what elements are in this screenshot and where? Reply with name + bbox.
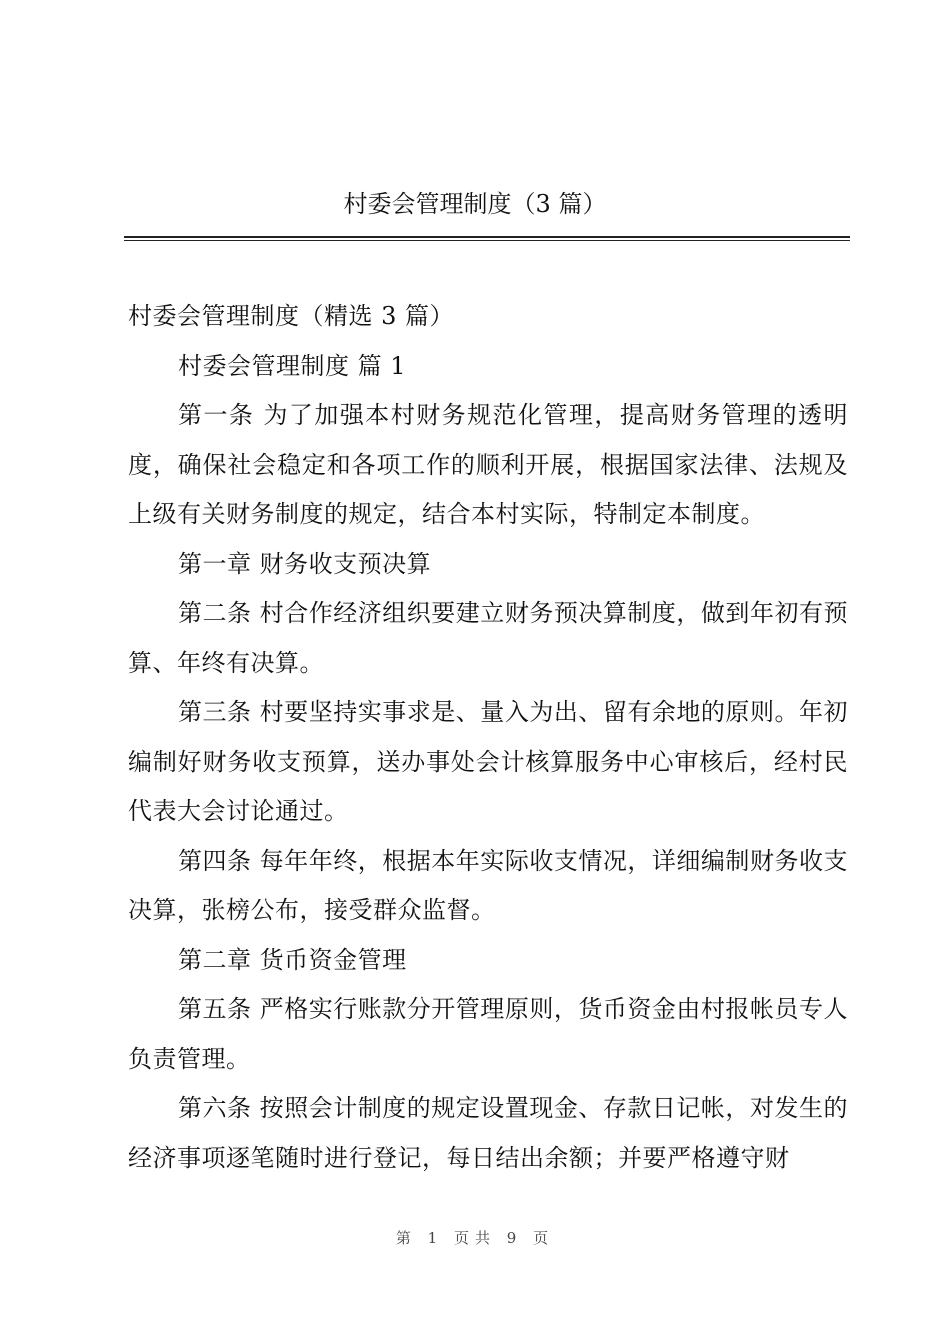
article-paragraph: 第二条 村合作经济组织要建立财务预决算制度，做到年初有预算、年终有决算。 [128,599,848,677]
article-paragraph: 第四条 每年年终，根据本年实际收支情况，详细编制财务收支决算，张榜公布，接受群众监督。 [128,846,848,924]
chapter-heading: 第二章 货币资金管理 [178,945,407,974]
article-paragraph: 第三条 村要坚持实事求是、量入为出、留有余地的原则。年初编制好财务收支预算，送办事处会计核算服务中心审核后，经村民代表大会讨论通过。 [128,698,848,825]
document-body [128,292,848,1183]
article-paragraph: 第一条 为了加强本村财务规范化管理，提高财务管理的透明度，确保社会稳定和各项工作的顺利开展，根据国家法律、法规及上级有关财务制度的规定，结合本村实际，特制定本制度。 [128,401,848,528]
chapter-heading: 第一章 财务收支预决算 [178,549,432,578]
article-paragraph: 第五条 严格实行账款分开管理原则，货币资金由村报帐员专人负责管理。 [128,995,848,1073]
article-paragraph: 第六条 按照会计制度的规定设置现金、存款日记帐，对发生的经济事项逐笔随时进行登记，每日结出余额；并要严格遵守财 [128,1094,848,1172]
header-divider [124,236,850,241]
section-heading: 村委会管理制度 篇 1 [178,351,407,380]
document-title: 村委会管理制度（精选 3 篇） [128,302,455,330]
document-header-title: 村委会管理制度（3 篇） [343,190,607,218]
page-number-footer: 第 1 页共 9 页 [395,1229,555,1247]
